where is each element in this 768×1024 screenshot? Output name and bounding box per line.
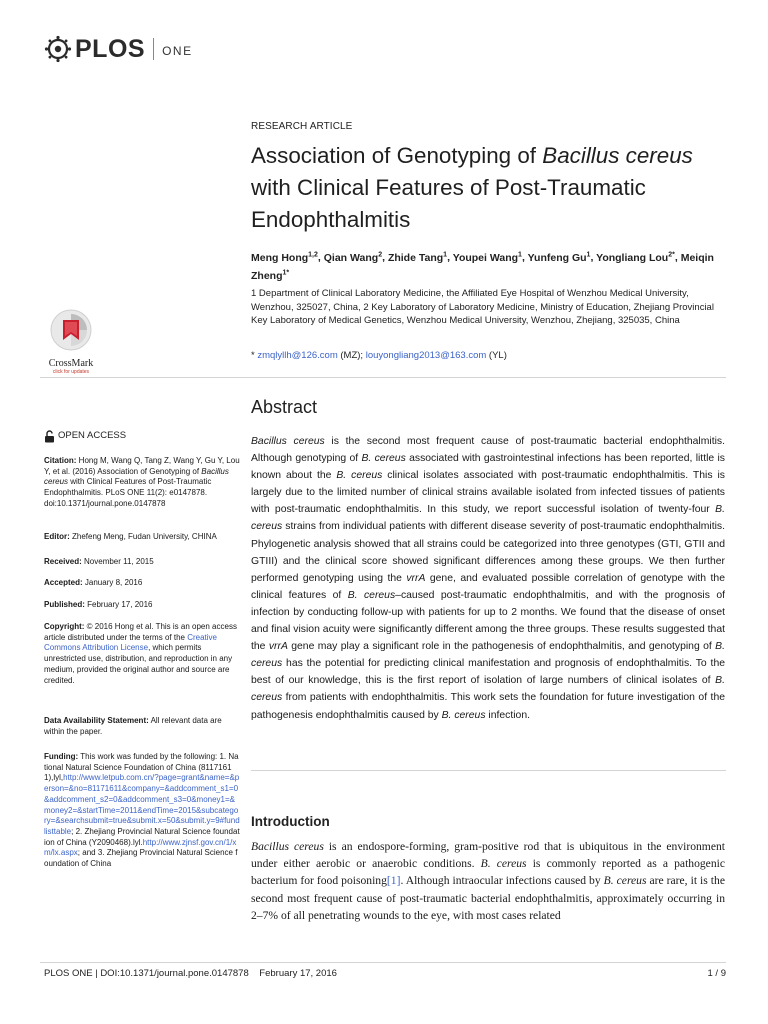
italic-term: B. cereus (251, 675, 725, 704)
crossmark-sublabel: click for updates (52, 369, 90, 375)
introduction-text (251, 838, 725, 924)
text-run: associated with gastrointestinal infections has been reported, little is known about the (251, 453, 725, 482)
open-access-label: OPEN ACCESS (58, 430, 127, 442)
email-link-1[interactable]: zmqlyllh@126.com (257, 350, 338, 361)
text-run: is an endospore-forming, gram-positive rod that is ubiquitous in the environment under either aerobic or anaerobic conditions. (251, 840, 725, 871)
italic-term: Bacillus cereus (251, 436, 325, 447)
title-part2: with Clinical Features of Post-Traumatic Endophthalmitis (251, 175, 646, 232)
italic-term: B. cereus (251, 641, 725, 670)
title-part1: Association of Genotyping of (251, 143, 543, 168)
email-link-2[interactable]: louyongliang2013@163.com (365, 350, 487, 361)
text-run: is the second most frequent cause of post-traumatic bacterial endophthalmitis. Although genotyping of (251, 436, 725, 465)
title-italic: Bacillus cereus (542, 143, 693, 168)
funding-link-1[interactable]: http://www.letpub.com.cn/?page=grant&name=&person=&no=81171611&company=&addcomment_s1=0&addcomment_s2=0&addcomment_s3=0&money1=&money2=&startTime=2011&endTime=2015&subcategory=&searchsubmit=true&submit.x=50&submit.y=9#fundlisttable (44, 773, 240, 836)
data-availability-block: Data Availability Statement: All relevant data are within the paper. (44, 716, 222, 736)
abstract-heading: Abstract (251, 397, 318, 417)
open-lock-icon (44, 430, 55, 443)
italic-term: B. cereus (480, 857, 527, 871)
author-3[interactable]: Zhide Tang$^1$ (387, 251, 448, 264)
logo-plos-text: PLOS (75, 34, 146, 63)
author-6[interactable]: Yongliang Lou$^{2*}$ (596, 251, 675, 264)
crossmark-icon (49, 308, 93, 352)
text-run: are rare, it is the second most frequent cause of post-traumatic bacterial endophthalmitis, approximately occurring in 2–7% of all penetrating wounds to the eye, with most cases related (251, 874, 725, 922)
copyright-block: Copyright: © 2016 Hong et al. This is an open access article distributed under the terms of the Creative Commons Attribution License, which permits unrestricted use, distribution, and reproduction in any medium, provided the original author and source are credited. (44, 622, 237, 685)
author-1[interactable]: Meng Hong$^{1,2}$ (251, 251, 318, 264)
text-run: infection. (485, 709, 531, 721)
author-2[interactable]: Qian Wang$^2$ (323, 251, 383, 264)
author-5[interactable]: Yunfeng Gu$^1$ (527, 251, 591, 264)
abstract-text (251, 433, 725, 724)
text-run: –caused post-traumatic endophthalmitis, and with the prognosis of infection by conducting follow-up with patients for up to 2 months. We found that the disease of onset and final vision acuity were significantly different among the three groups. These results suggested that the (251, 589, 725, 653)
text-run: gene, and evaluated possible correlation of genotype with the clinical features of (251, 572, 725, 601)
text-run: has the potential for predicting clinical manifestation and prognosis of endophthalmitis. To the best of our knowledge, this is the first report of isolation of large numbers of clinical isolates of (251, 658, 725, 687)
divider-top (40, 377, 726, 378)
text-run: strains from individual patients with different disease severity of post-traumatic endophthalmitis. Phylogenetic analysis showed that all strains could be categorized into three genotypes (GTI, GTII and GTIII) and the clinical score showed significant differences among these groups. We then further performed genotyping using the (251, 521, 725, 584)
plos-one-logo[interactable] (44, 34, 193, 64)
author-7[interactable]: Meiqin Zheng$^{1*}$ (251, 251, 714, 282)
citation-block: Citation: Hong M, Wang Q, Tang Z, Wang Y, Gu Y, Lou Y, et al. (2016) Association of Genotyping of Bacillus cereus with Clinical Features of Post-Traumatic Endophthalmitis. PLoS ONE 11(2): e0147878. doi:10.1371/journal.pone.0147878 (44, 456, 240, 508)
text-run: is commonly reported as a pathogenic bacterium for food poisoning (251, 857, 725, 888)
funding-block: Funding: This work was funded by the following: 1. National Natural Science Foundation of China (81171611),lyl,http://www.letpub.com.cn/?page=grant&name=&person=&no=81171611&company=&addcomment_s1=0&addcomment_s2=0&addcomment_s3=0&money1=&money2=&startTime=2011&endTime=2015&subcategory=&searchsubmit=true&submit.x=50&submit.y=9#fundlisttable; 2. Zhejiang Provincial Natural Science foundation of China (Y2090468).lyl.http://www.zjnsf.gov.cn/1/xm/lx.aspx; and 3. Zhejiang Provincial Natural Science foundation of China (44, 752, 240, 869)
received-date: Received: November 11, 2015 (44, 557, 154, 566)
text-run: gene may play a significant role in the pathogenesis of endophthalmitis, and genotyping of (287, 641, 716, 653)
reference-link[interactable]: [1] (386, 874, 401, 888)
correspondence: * zmqlyllh@126.com (MZ); louyongliang2013@163.com (YL) (251, 350, 507, 361)
accepted-date: Accepted: January 8, 2016 (44, 578, 143, 587)
text-run: Hong M, Wang Q, Tang Z, Wang Y, Gu Y, Lou Y, et al. (2016) Association of Genotyping of (44, 456, 240, 476)
crossmark-badge[interactable] (40, 308, 102, 375)
article-title (251, 140, 725, 236)
article-type: RESEARCH ARTICLE (251, 121, 353, 132)
italic-term: vrrA (268, 641, 288, 653)
text-run: from patients with endophthalmitis. This work sets the foundation for future investigation of the pathogenesis endophthalmitis caused by (251, 692, 725, 721)
logo-journal-text: ONE (162, 44, 193, 58)
page-number: 1 / 9 (707, 968, 726, 979)
text-run: clinical isolates associated with post-traumatic endophthalmitis. This is largely due to the limited number of clinical strains available isolated from infected tissues of patients with post-traumatic endophthalmitis. In this study, we report successful isolation of twenty-four (251, 470, 725, 516)
plos-logo-icon (44, 35, 72, 63)
affiliations: 1 Department of Clinical Laboratory Medicine, the Affiliated Eye Hospital of Wenzhou Medical University, Wenzhou, 325027, China, 2 Key Laboratory of Laboratory Medicine, Ministry of Education, Zhejiang Provincial Key Laboratory of Medical Genetics, Wenzhou Medical University, Wenzhou, Zhejiang, 325035, China (251, 288, 714, 327)
text-run: with Clinical Features of Post-Traumatic Endophthalmitis. PLoS ONE 11(2): e0147878. doi:10.1371/journal.pone.0147878 (44, 477, 212, 508)
license-link[interactable]: Creative Commons Attribution License (44, 632, 217, 653)
italic-term: B. cereus (603, 874, 647, 888)
italic-term: Bacillus cereus (44, 466, 229, 487)
italic-term: B. cereus (347, 589, 396, 601)
open-access-badge (44, 430, 240, 443)
footer-citation: PLOS ONE | DOI:10.1371/journal.pone.0147878 February 17, 2016 (44, 968, 337, 979)
text-run: . Although intraocular infections caused by (400, 874, 604, 888)
author-list: Meng Hong$^{1,2}$, Qian Wang$^2$, Zhide Tang$^1$, Youpei Wang$^1$, Yunfeng Gu$^1$, Yongliang Lou$^{2*}$, Meiqin Zheng$^{1*}$ (251, 251, 714, 282)
divider-abstract (251, 770, 726, 771)
introduction-heading: Introduction (251, 814, 330, 829)
italic-term: B. cereus (336, 470, 383, 482)
author-4[interactable]: Youpei Wang$^1$ (452, 251, 522, 264)
italic-term: vrrA (406, 572, 426, 584)
crossmark-label: CrossMark (48, 358, 94, 369)
italic-term: B. cereus (361, 453, 406, 465)
funding-link-2[interactable]: http://www.zjnsf.gov.cn/1/xm/lx.aspx (44, 837, 237, 858)
footer-divider (40, 962, 726, 963)
published-date: Published: February 17, 2016 (44, 600, 153, 609)
italic-term: Bacillus cereus (251, 840, 324, 853)
italic-term: B. cereus (441, 709, 486, 721)
italic-term: B. cereus (251, 504, 725, 533)
logo-divider (153, 38, 154, 60)
editor-block: Editor: Zhefeng Meng, Fudan University, CHINA (44, 532, 217, 541)
